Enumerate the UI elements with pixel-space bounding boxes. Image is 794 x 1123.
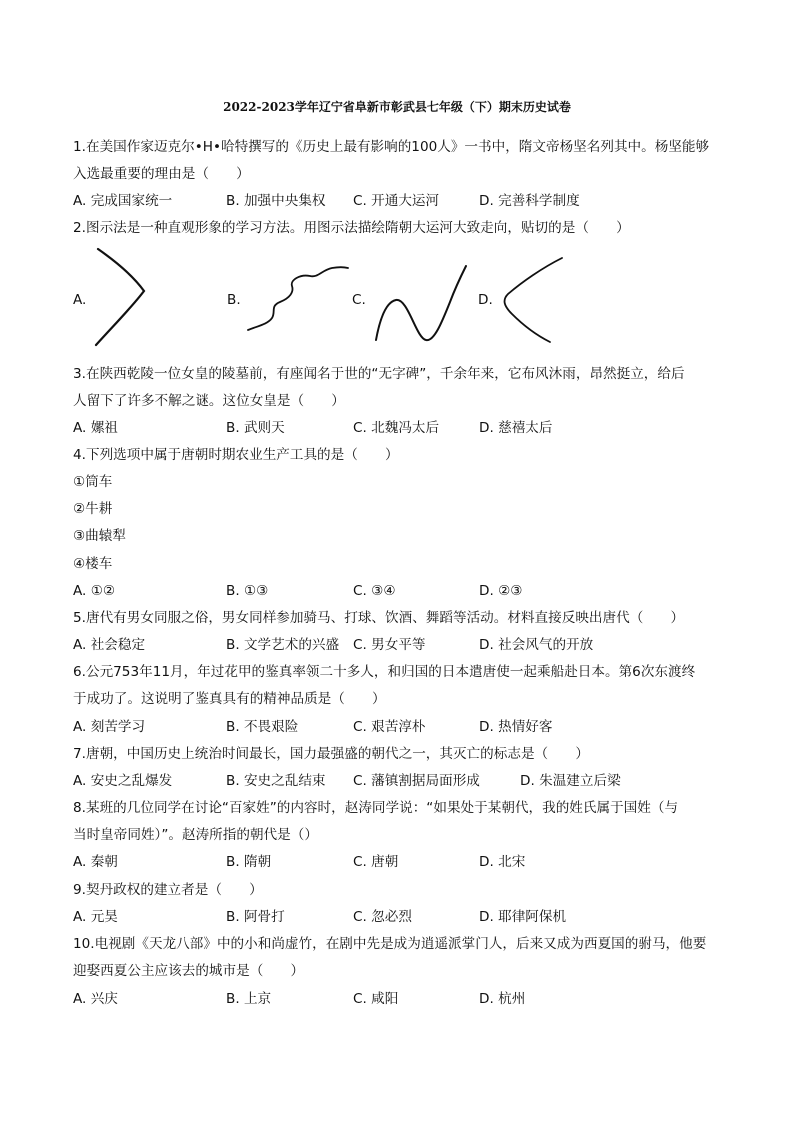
option-c: C. 北魏冯太后 <box>353 420 440 436</box>
option-c: C. 咸阳 <box>353 991 399 1007</box>
option-a: A. 嫘祖 <box>73 420 118 436</box>
question-2-line-1: 2.图示法是一种直观形象的学习方法。用图示法描绘隋朝大运河大致走向，贴切的是（ ） <box>73 220 630 236</box>
option-c: C. 藩镇割据局面形成 <box>353 773 480 789</box>
question-10-options <box>73 990 733 1008</box>
question-8-line-2: 当时皇帝同姓）”。赵涛所指的朝代是（） <box>73 827 318 843</box>
option-c: C. 男女平等 <box>353 637 426 653</box>
curve-b <box>244 262 350 334</box>
option-b: B. 武则天 <box>226 420 285 436</box>
option-b: B. 隋朝 <box>226 854 272 870</box>
option-b: B. ①③ <box>226 583 269 599</box>
option-d: D. 完善科学制度 <box>479 193 580 209</box>
option-d: D. 社会风气的开放 <box>479 637 594 653</box>
exam-title: 2022-2023学年辽宁省阜新市彰武县七年级（下）期末历史试卷 <box>223 100 571 114</box>
figure-label-c: C. <box>352 292 366 308</box>
option-c: C. 唐朝 <box>353 854 399 870</box>
question-8-line-1: 8.某班的几位同学在讨论“百家姓”的内容时，赵涛同学说：“如果处于某朝代，我的姓氏属于国姓（与 <box>73 800 679 816</box>
question-9-options <box>73 908 733 926</box>
curve-a <box>88 245 158 350</box>
option-a: A. 秦朝 <box>73 854 118 870</box>
option-d: D. 慈禧太后 <box>479 420 553 436</box>
question-6-options <box>73 718 733 736</box>
question-8-options <box>73 853 733 871</box>
option-d: D. 朱温建立后梁 <box>520 773 621 789</box>
figure-label-b: B. <box>227 292 241 308</box>
curve-c <box>372 262 470 344</box>
option-b: B. 阿骨打 <box>226 909 285 925</box>
option-a: A. 完成国家统一 <box>73 193 173 209</box>
option-c: C. 艰苦淳朴 <box>353 719 426 735</box>
question-1-line-2: 入选最重要的理由是（ ） <box>73 166 250 182</box>
curve-d <box>496 254 566 346</box>
question-6-line-1: 6.公元753年11月，年过花甲的鉴真率领二十多人，和归国的日本遣唐使一起乘船赴日本。第6次东渡终 <box>73 664 696 680</box>
option-d: D. 耶律阿保机 <box>479 909 567 925</box>
question-4-item-2: ②牛耕 <box>73 501 113 517</box>
option-c: C. 开通大运河 <box>353 193 440 209</box>
question-5-options <box>73 636 733 654</box>
option-d: D. 杭州 <box>479 991 526 1007</box>
question-6-line-2: 于成功了。这说明了鉴真具有的精神品质是（ ） <box>73 691 386 707</box>
option-a: A. ①② <box>73 583 116 599</box>
question-5-line-1: 5.唐代有男女同服之俗，男女同样参加骑马、打球、饮酒、舞蹈等活动。材料直接反映出唐代（ ） <box>73 610 685 626</box>
option-b: B. 上京 <box>226 991 272 1007</box>
option-a: A. 元昊 <box>73 909 118 925</box>
option-c: C. ③④ <box>353 583 396 599</box>
option-b: B. 加强中央集权 <box>226 193 326 209</box>
option-a: A. 社会稳定 <box>73 637 146 653</box>
question-4-item-4: ④楼车 <box>73 556 113 572</box>
question-3-line-1: 3.在陕西乾陵一位女皇的陵墓前，有座闻名于世的“无字碑”，千余年来，它布风沐雨，昂然挺立，给后 <box>73 366 685 382</box>
option-b: B. 不畏艰险 <box>226 719 299 735</box>
figure-label-d: D. <box>478 292 493 308</box>
question-1-options <box>73 192 733 210</box>
question-9-line-1: 9.契丹政权的建立者是（ ） <box>73 882 263 898</box>
question-7-line-1: 7.唐朝，中国历史上统治时间最长，国力最强盛的朝代之一，其灭亡的标志是（ ） <box>73 746 589 762</box>
figure-label-a: A. <box>73 292 87 308</box>
option-c: C. 忽必烈 <box>353 909 412 925</box>
question-4-item-1: ①筒车 <box>73 474 113 490</box>
question-4-options <box>73 582 733 600</box>
question-1-line-1: 1.在美国作家迈克尔•H•哈特撰写的《历史上最有影响的100人》一书中，隋文帝杨坚名列其中。杨坚能够 <box>73 139 710 155</box>
question-3-options <box>73 419 733 437</box>
option-d: D. 热情好客 <box>479 719 553 735</box>
question-10-line-1: 10.电视剧《天龙八部》中的小和尚虚竹，在剧中先是成为逍遥派掌门人，后来又成为西夏国的驸马，他要 <box>73 936 707 952</box>
option-a: A. 安史之乱爆发 <box>73 773 173 789</box>
option-d: D. 北宋 <box>479 854 526 870</box>
option-d: D. ②③ <box>479 583 523 599</box>
option-a: A. 兴庆 <box>73 991 118 1007</box>
option-a: A. 刻苦学习 <box>73 719 146 735</box>
question-4-item-3: ③曲辕犁 <box>73 528 126 544</box>
question-3-line-2: 人留下了许多不解之谜。这位女皇是（ ） <box>73 393 345 409</box>
question-10-line-2: 迎娶西夏公主应该去的城市是（ ） <box>73 963 305 979</box>
option-b: B. 文学艺术的兴盛 <box>226 637 340 653</box>
option-b: B. 安史之乱结束 <box>226 773 326 789</box>
question-7-options <box>73 772 733 790</box>
question-4-line-1: 4.下列选项中属于唐朝时期农业生产工具的是（ ） <box>73 447 399 463</box>
